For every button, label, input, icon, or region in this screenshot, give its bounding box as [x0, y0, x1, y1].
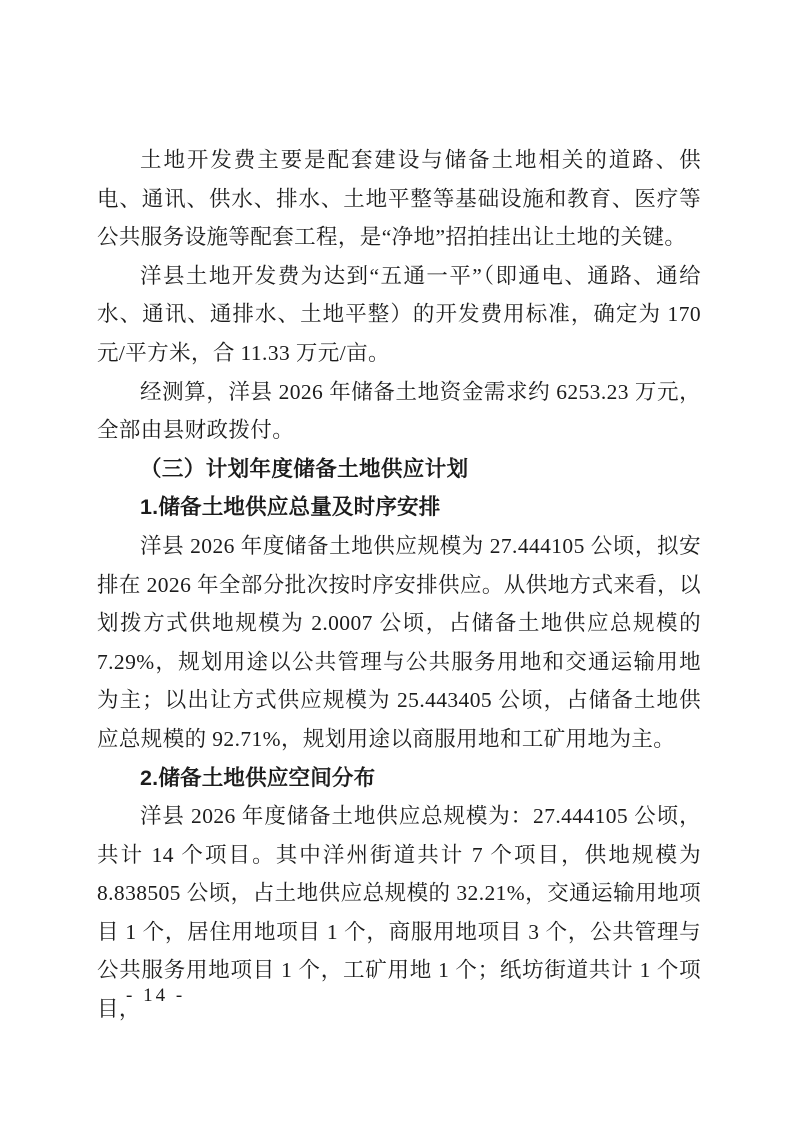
- paragraph-spatial-distribution-detail: 洋县 2026 年度储备土地供应总规模为：27.444105 公顷，共计 14 个项目。其中洋州街道共计 7 个项目，供地规模为 8.838505 公顷，占土地供应总规模的 32.21%，交通运输用地项目 1 个，居住用地项目 1 个，商服用地项目 3 个，公共管理与公共服务用地项目 1 个，工矿用地 1 个；纸坊街道共计 1 个项目，: [97, 804, 701, 1022]
- heading-2-supply-spatial-distribution: 2.储备土地供应空间分布: [140, 765, 376, 790]
- paragraph-fee-standard: 洋县土地开发费为达到“五通一平”（即通电、通路、通给水、通讯、通排水、土地平整）的开发费用标准，确定为 170 元/平方米，合 11.33 万元/亩。: [97, 263, 701, 365]
- page-number: - 14 -: [126, 985, 186, 1006]
- paragraph-land-development-fee-intro: 土地开发费主要是配套建设与储备土地相关的道路、供电、通讯、供水、排水、土地平整等基础设施和教育、医疗等公共服务设施等配套工程，是“净地”招拍挂出让土地的关键。: [97, 148, 701, 250]
- paragraph-supply-scale-and-methods: 洋县 2026 年度储备土地供应规模为 27.444105 公顷，拟安排在 2026 年全部分批次按时序安排供应。从供地方式来看，以划拨方式供地规模为 2.0007 公顷，占储备土地供应总规模的 7.29%，规划用途以公共管理与公共服务用地和交通运输用地为主；以出让方式供应规模为 25.443405 公顷，占储备土地供应总规模的 92.71%，规划用途以商服用地和工矿用地为主。: [97, 533, 701, 751]
- heading-1-supply-total-and-timing: 1.储备土地供应总量及时序安排: [140, 495, 441, 520]
- document-body: [97, 141, 701, 1029]
- heading-section-3-supply-plan: （三）计划年度储备土地供应计划: [140, 456, 469, 481]
- paragraph-fund-requirement: 经测算，洋县 2026 年储备土地资金需求约 6253.23 万元，全部由县财政拨付。: [97, 379, 701, 443]
